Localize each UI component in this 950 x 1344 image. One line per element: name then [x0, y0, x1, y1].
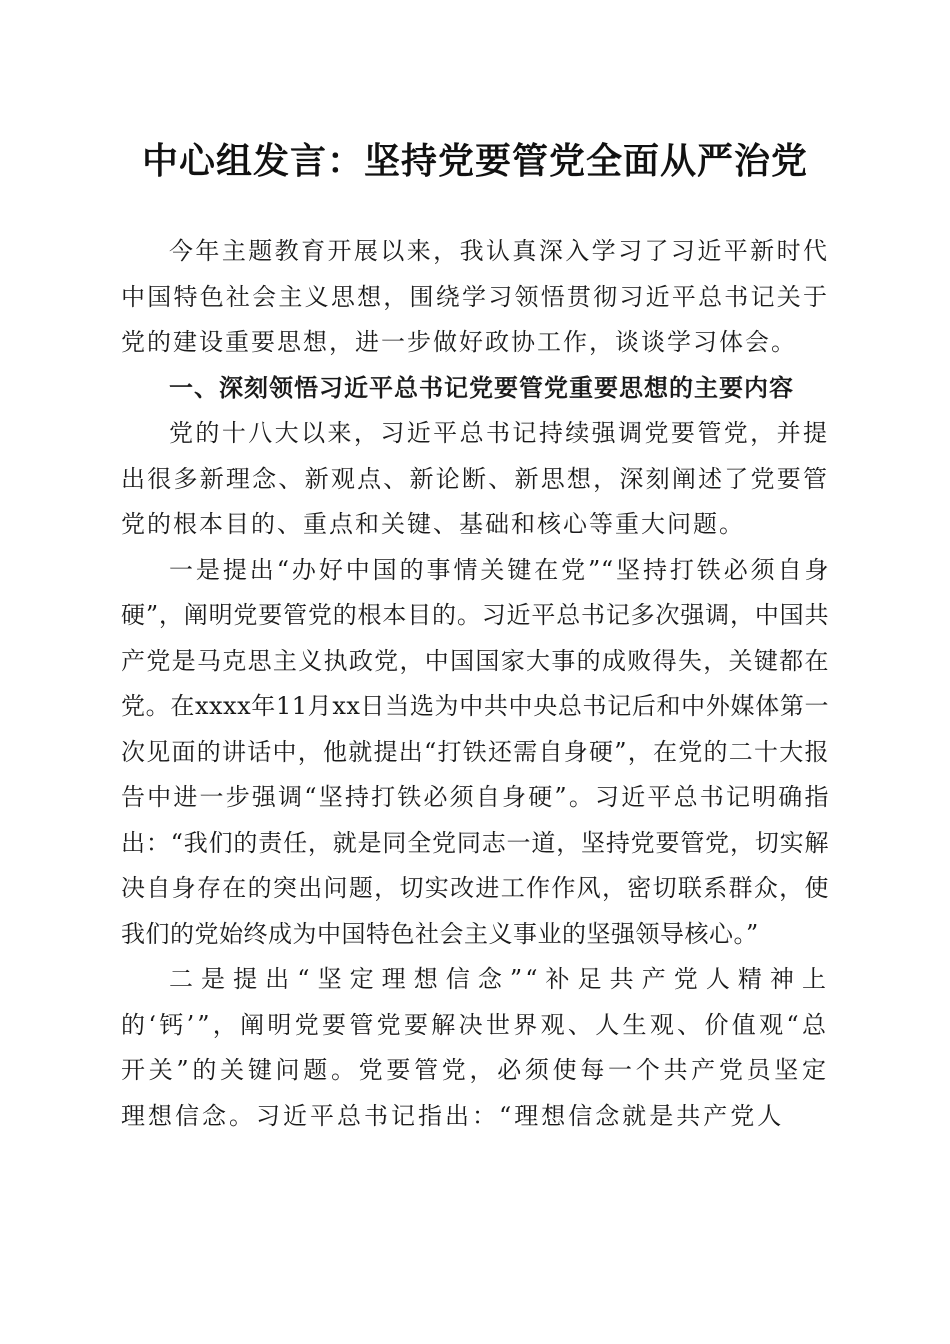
intro-paragraph: 今年主题教育开展以来，我认真深入学习了习近平新时代中国特色社会主义思想，围绕学习领悟贯彻习近平总书记关于党的建设重要思想，进一步做好政协工作，谈谈学习体会。: [121, 237, 829, 356]
document-title: 中心组发言：坚持党要管党全面从严治党: [141, 140, 808, 182]
document-body: [121, 229, 829, 1139]
body-paragraph: 党的十八大以来，习近平总书记持续强调党要管党，并提出很多新理念、新观点、新论断、新思想，深刻阐述了党要管党的根本目的、重点和关键、基础和核心等重大问题。: [121, 419, 829, 538]
body-paragraph: 二是提出“坚定理想信念”“补足共产党人精神上的‘钙’”，阐明党要管党要解决世界观、人生观、价值观“总开关”的关键问题。党要管党，必须使每一个共产党员坚定理想信念。习近平总书记指出：“理想信念就是共产党人: [121, 965, 829, 1130]
body-paragraph: 一是提出“办好中国的事情关键在党”“坚持打铁必须自身硬”，阐明党要管党的根本目的。习近平总书记多次强调，中国共产党是马克思主义执政党，中国国家大事的成败得失，关键都在党。在xxxx年11月xx日当选为中共中央总书记后和中外媒体第一次见面的讲话中，他就提出“打铁还需自身硬”，在党的二十大报告中进一步强调“坚持打铁必须自身硬”。习近平总书记明确指出：“我们的责任，就是同全党同志一道，坚持党要管党，切实解决自身存在的突出问题，切实改进工作作风，密切联系群众，使我们的党始终成为中国特色社会主义事业的坚强领导核心。”: [121, 555, 829, 948]
section-heading: 一、深刻领悟习近平总书记党要管党重要思想的主要内容: [169, 373, 794, 402]
